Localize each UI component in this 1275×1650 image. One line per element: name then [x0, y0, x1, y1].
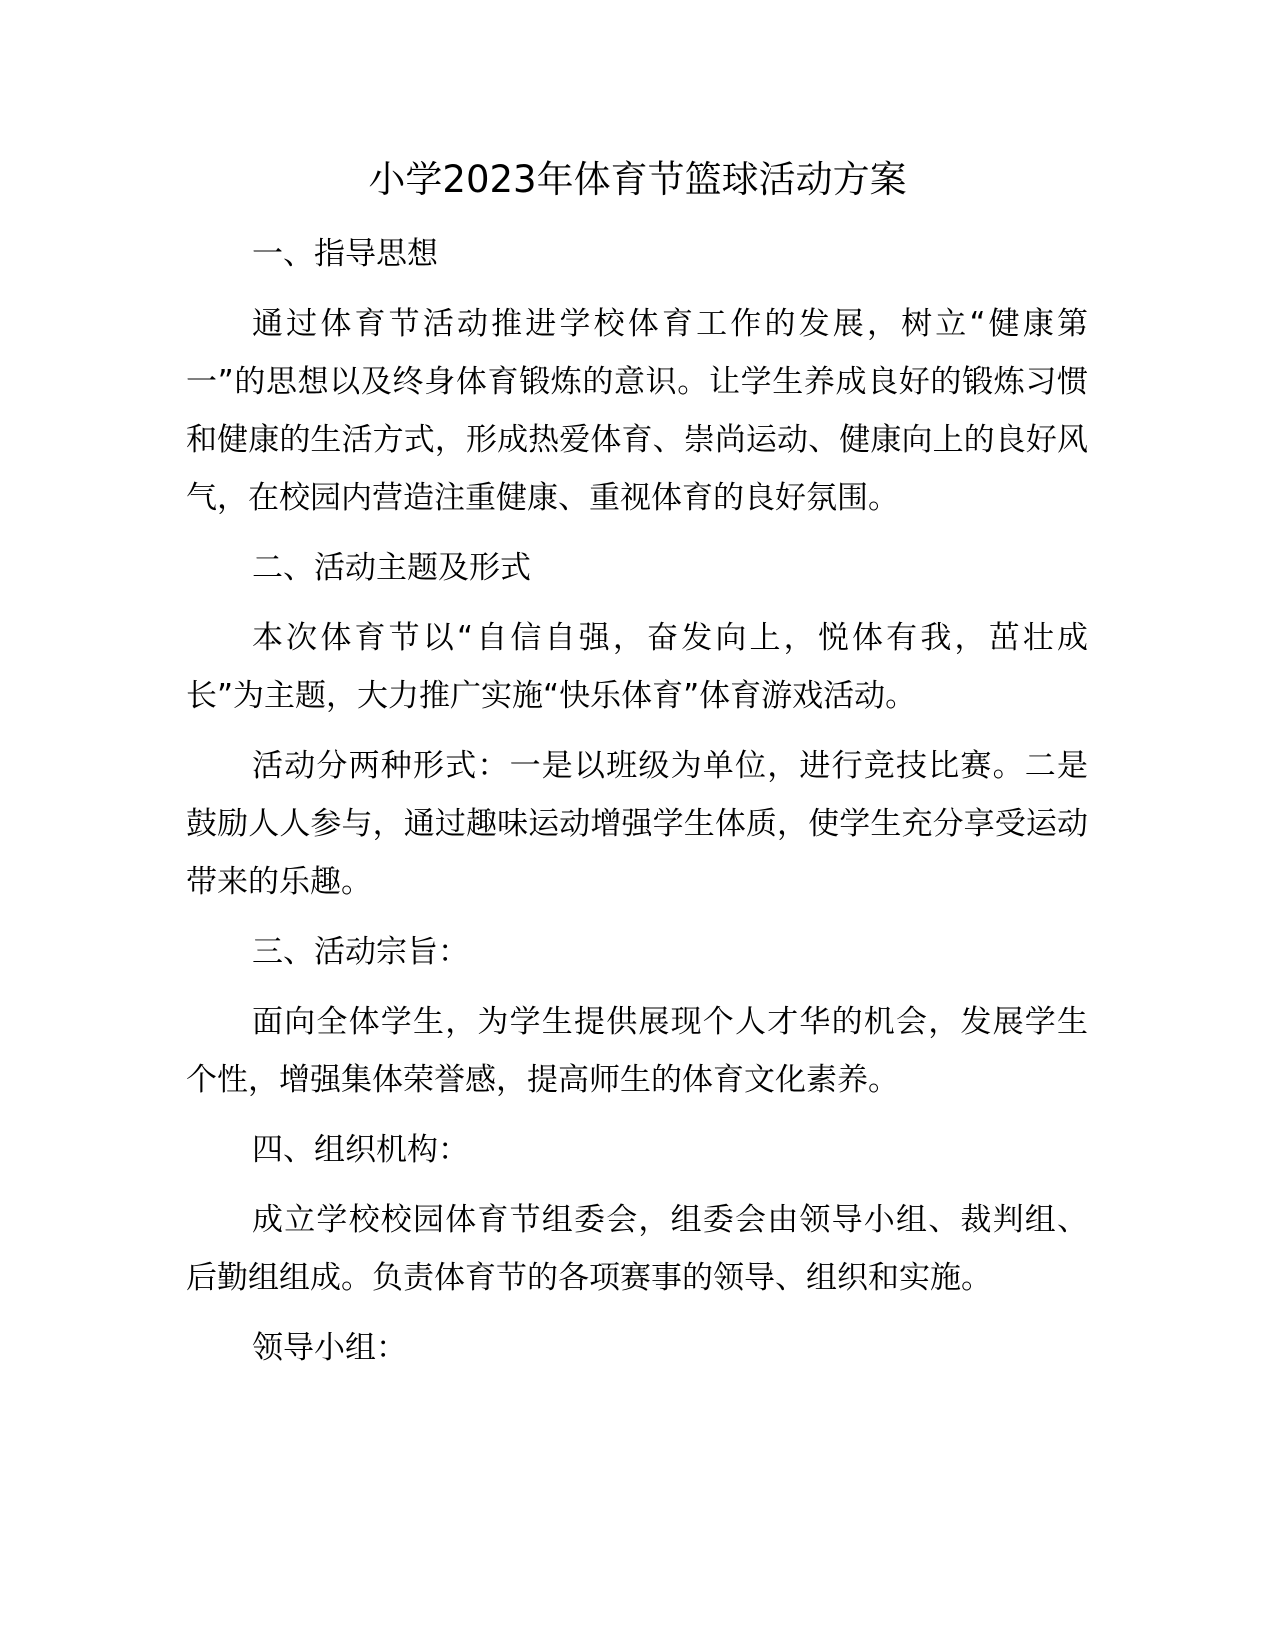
- paragraph-purpose: 面向全体学生，为学生提供展现个人才华的机会，发展学生个性，增强集体荣誉感，提高师生的体育文化素养。: [186, 1004, 1088, 1098]
- document-title: 小学2023年体育节篮球活动方案: [368, 158, 907, 201]
- paragraph-forms: 活动分两种形式：一是以班级为单位，进行竞技比赛。二是鼓励人人参与，通过趣味运动增强学生体质，使学生充分享受运动带来的乐趣。: [186, 748, 1088, 900]
- section-heading-theme-and-form: 二、活动主题及形式: [252, 550, 531, 586]
- section-heading-leadership-group: 领导小组：: [252, 1330, 407, 1366]
- section-heading-guiding-ideology: 一、指导思想: [252, 236, 438, 272]
- document-body: [186, 225, 1088, 1389]
- section-heading-organization: 四、组织机构：: [252, 1132, 469, 1168]
- section-heading-purpose: 三、活动宗旨：: [252, 934, 469, 970]
- paragraph-theme: 本次体育节以“自信自强，奋发向上，悦体有我，茁壮成长”为主题，大力推广实施“快乐体育”体育游戏活动。: [186, 620, 1088, 714]
- paragraph-organization: 成立学校校园体育节组委会，组委会由领导小组、裁判组、后勤组组成。负责体育节的各项赛事的领导、组织和实施。: [186, 1202, 1088, 1296]
- paragraph-guiding-ideology: 通过体育节活动推进学校体育工作的发展，树立“健康第一”的思想以及终身体育锻炼的意识。让学生养成良好的锻炼习惯和健康的生活方式，形成热爱体育、崇尚运动、健康向上的良好风气，在校园内营造注重健康、重视体育的良好氛围。: [186, 306, 1088, 516]
